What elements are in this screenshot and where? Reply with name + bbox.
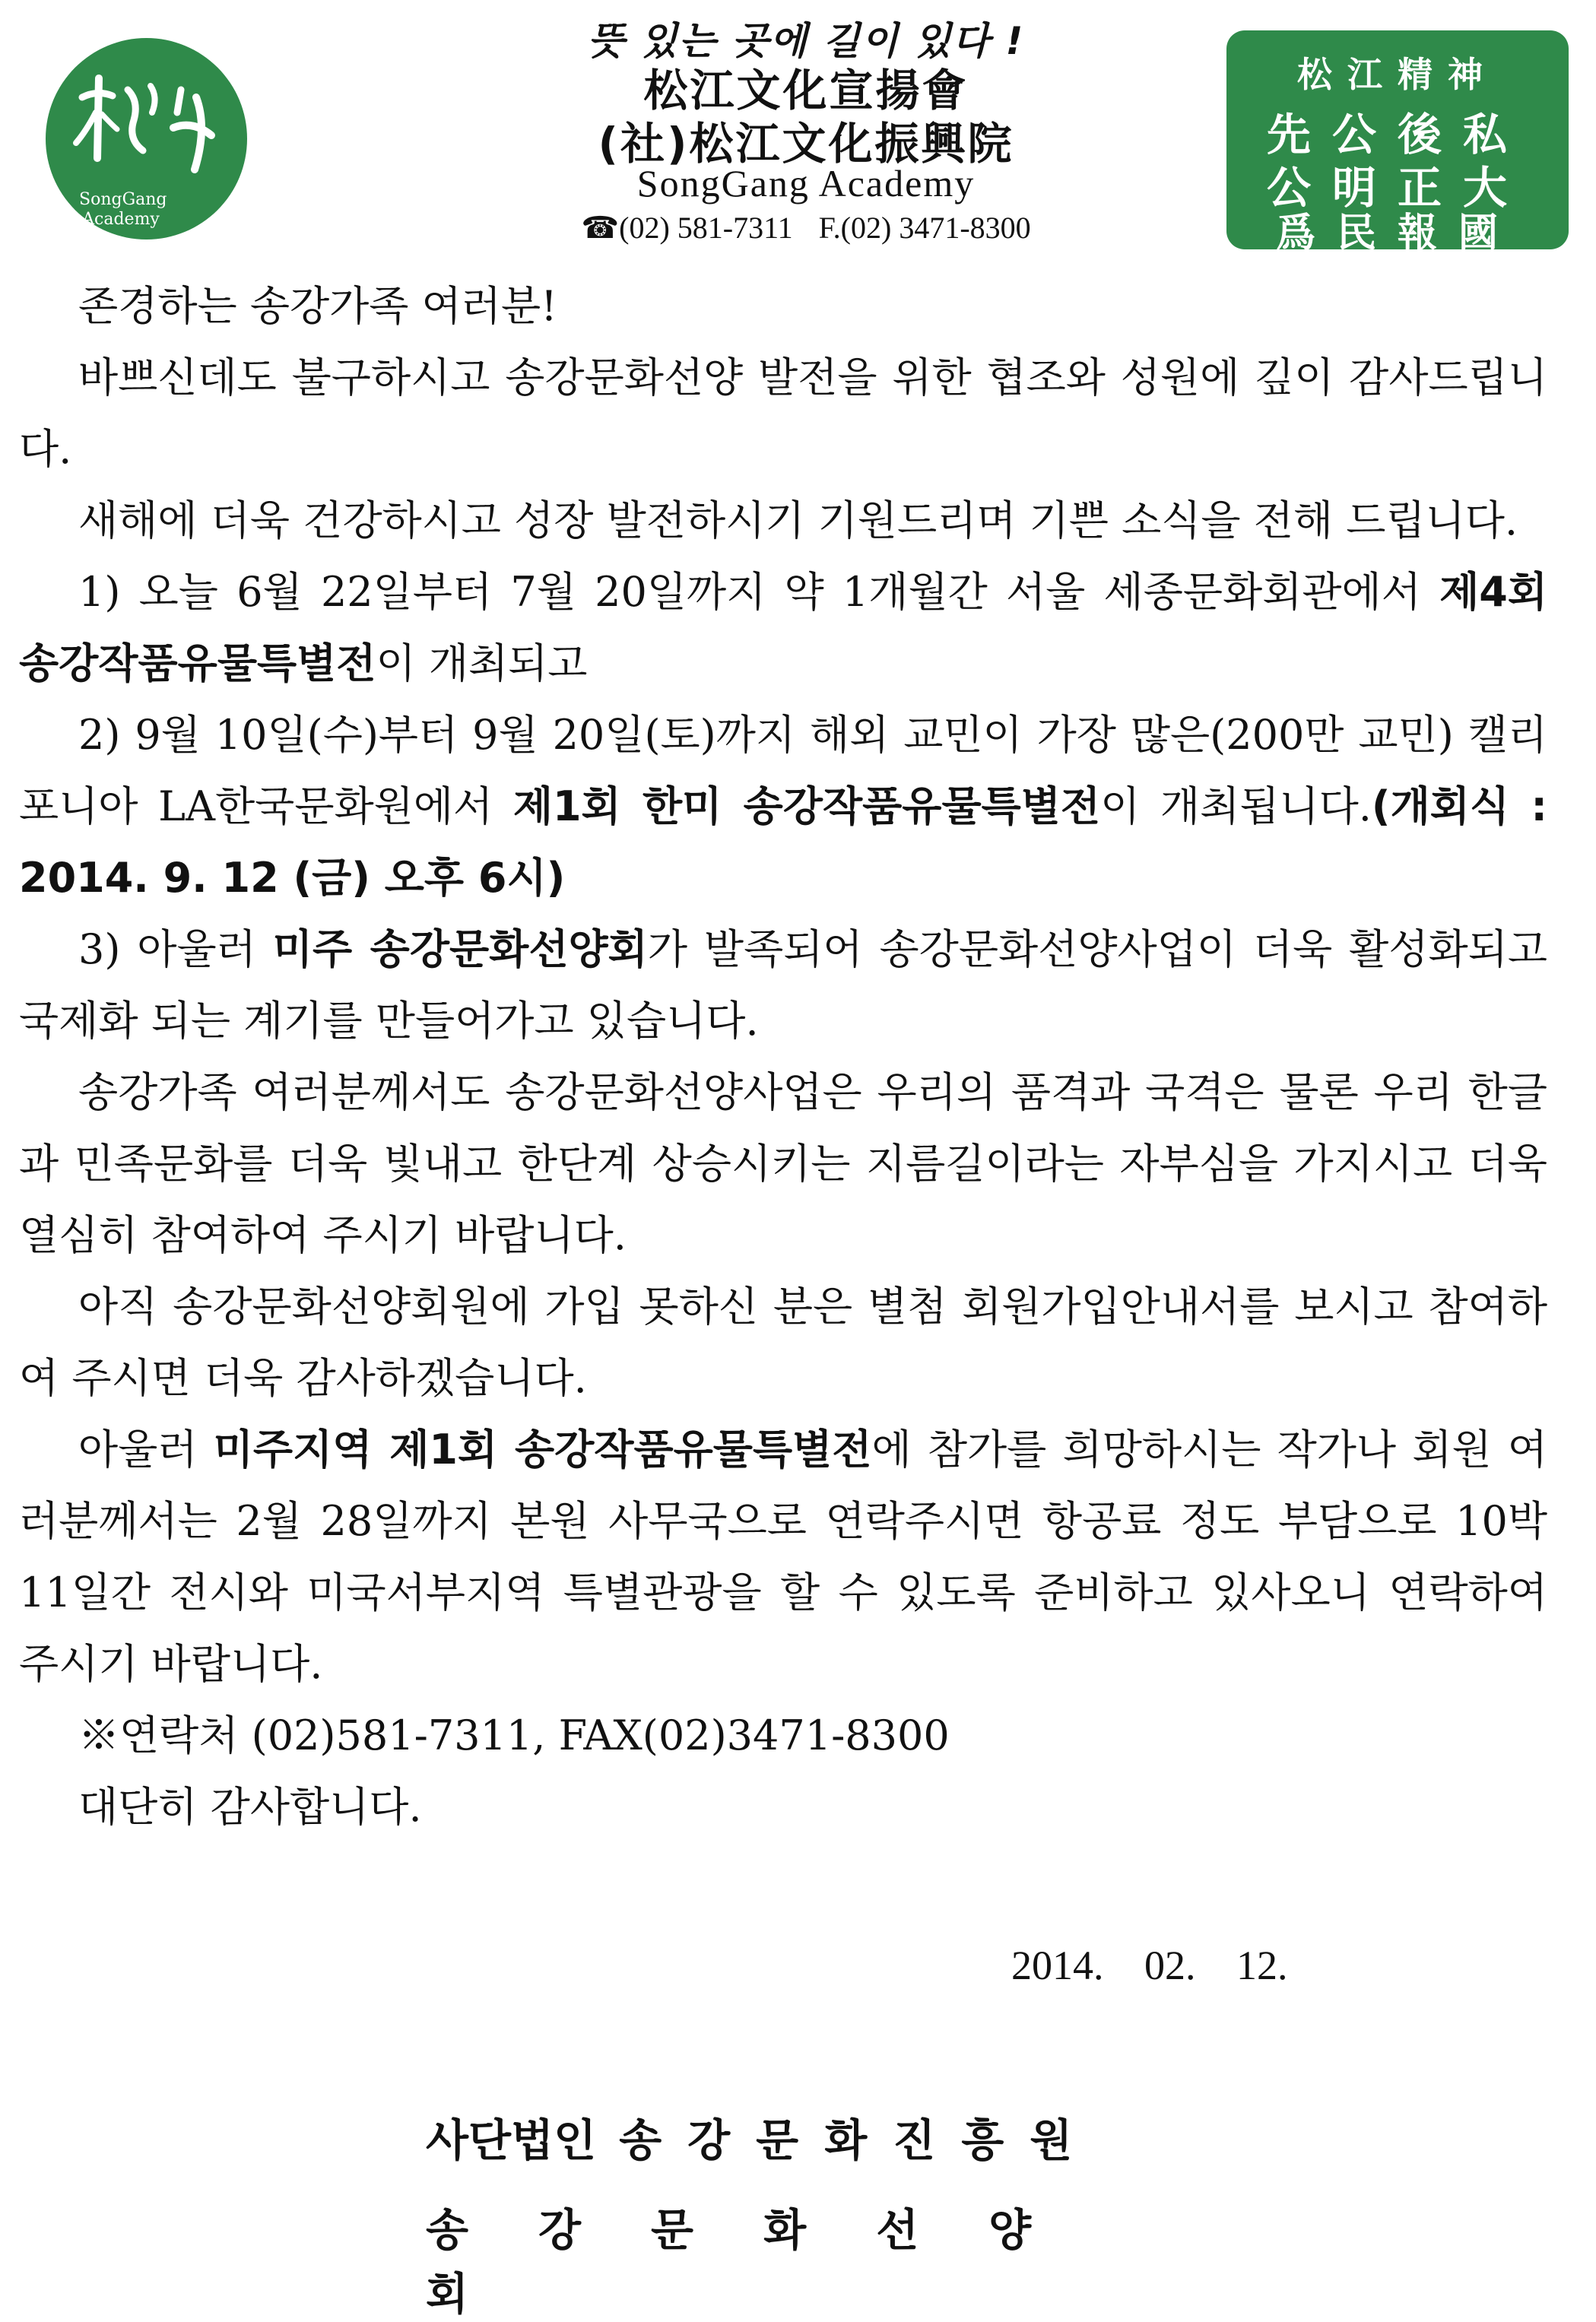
signature-institute: 송강문화진흥원 — [619, 2114, 1099, 2166]
item-3-text: 3) 아울러 — [78, 925, 273, 973]
header-phone: ☎(02) 581-7311 — [581, 211, 793, 245]
paragraph-3: 송강가족 여러분께서도 송강문화선양사업은 우리의 품격과 국격은 물론 우리 한글과 민족문화를 더욱 빛내고 한단계 상승시키는 지름길이라는 자부심을 가지시고 더욱 열심히 참여하여 주시기 바랍니다. — [19, 1068, 1547, 1259]
item-2-opening: (개회식 : 2014. 9. 12 (금) 오후 6시) — [19, 782, 1547, 902]
academy-logo — [46, 38, 247, 239]
item-2-exhibition: 제1회 한미 송강작품유물특별전 — [512, 782, 1101, 830]
letter-body — [19, 271, 1547, 1843]
paragraph-5 — [19, 1414, 1547, 1700]
signature-prefix: 사단법인 — [426, 2114, 597, 2166]
paragraph-5-tail: 에 참가를 희망하시는 작가나 회원 여러분께서는 2월 28일까지 본원 사무국으로 연락주시면 항공료 정도 부담으로 10박 11일간 전시와 미국서부지역 특별관광을 할 수 있도록 준비하고 있사오니 연락하여 주시기 바랍니다. — [19, 1426, 1547, 1688]
letter-date: 2014. 02. 12. — [1011, 1943, 1288, 1988]
thanks: 대단히 감사합니다. — [78, 1783, 422, 1831]
item-1-text: 1) 오늘 6월 22일부터 7월 20일까지 약 1개월간 서울 세종문화회관에서 — [78, 568, 1440, 616]
logo-subtitle-line2: Academy — [82, 210, 160, 229]
seal-row-4: 爲民報國 — [1275, 211, 1519, 256]
item-3-association: 미주 송강문화선양회 — [272, 925, 648, 973]
seal-row-1: 松江精神 — [1297, 54, 1498, 95]
english-name: SongGang Academy — [636, 162, 976, 205]
contact-line: ※연락처 (02)581-7311, FAX(02)3471-8300 — [78, 1711, 950, 1759]
header-contact — [426, 210, 1186, 246]
item-2-tail: 이 개최됩니다. — [1100, 782, 1372, 830]
calligraphy-logo-mark — [67, 67, 227, 181]
paragraph-4: 아직 송강문화선양회원에 가입 못하신 분은 별첨 회원가입안내서를 보시고 참여하여 주시면 더욱 감사하겠습니다. — [19, 1283, 1547, 1402]
paragraph-1: 바쁘신데도 불구하시고 송강문화선양 발전을 위한 협조와 성원에 깊이 감사드립니다. — [19, 354, 1547, 473]
institute-name: (社)松江文化振興院 — [598, 118, 1014, 170]
header-fax: F.(02) 3471-8300 — [818, 211, 1031, 245]
seal-row-2: 先公後私 — [1266, 109, 1528, 160]
logo-subtitle-line1: SongGang — [79, 190, 167, 209]
paragraph-5-exhibition: 미주지역 제1회 송강작품유물특별전 — [213, 1426, 872, 1473]
item-2-text: 2) 9월 10일(수)부터 9월 20일(토)까지 해외 교민이 가장 많은(200만 교민) 캘리포니아 LA한국문화원에서 — [19, 711, 1547, 830]
item-3-tail: 가 발족되어 송강문화선양사업이 더욱 활성화되고 국제화 되는 계기를 만들어가고 있습니다. — [19, 925, 1547, 1045]
item-1-exhibition: 제4회 송강작품유물특별전 — [19, 568, 1547, 687]
slogan: 뜻 있는 곳에 길이 있다 ! — [587, 19, 1025, 63]
signature-line-2: 송강문화선양회 — [426, 2204, 1102, 2320]
paragraph-5-text: 아울러 — [78, 1426, 214, 1473]
item-1 — [19, 557, 1547, 699]
item-3 — [19, 914, 1547, 1057]
association-name: 松江文化宣揚會 — [643, 65, 969, 116]
seal-row-3: 公明正大 — [1266, 162, 1528, 214]
item-2 — [19, 699, 1547, 914]
item-1-tail: 이 개최되고 — [376, 639, 588, 687]
motto-seal — [1226, 30, 1569, 256]
greeting: 존경하는 송강가족 여러분! — [78, 282, 557, 330]
paragraph-2: 새해에 더욱 건강하시고 성장 발전하시기 기원드리며 기쁜 소식을 전해 드립니다. — [78, 496, 1518, 544]
signature-line-1 — [426, 2105, 1186, 2168]
